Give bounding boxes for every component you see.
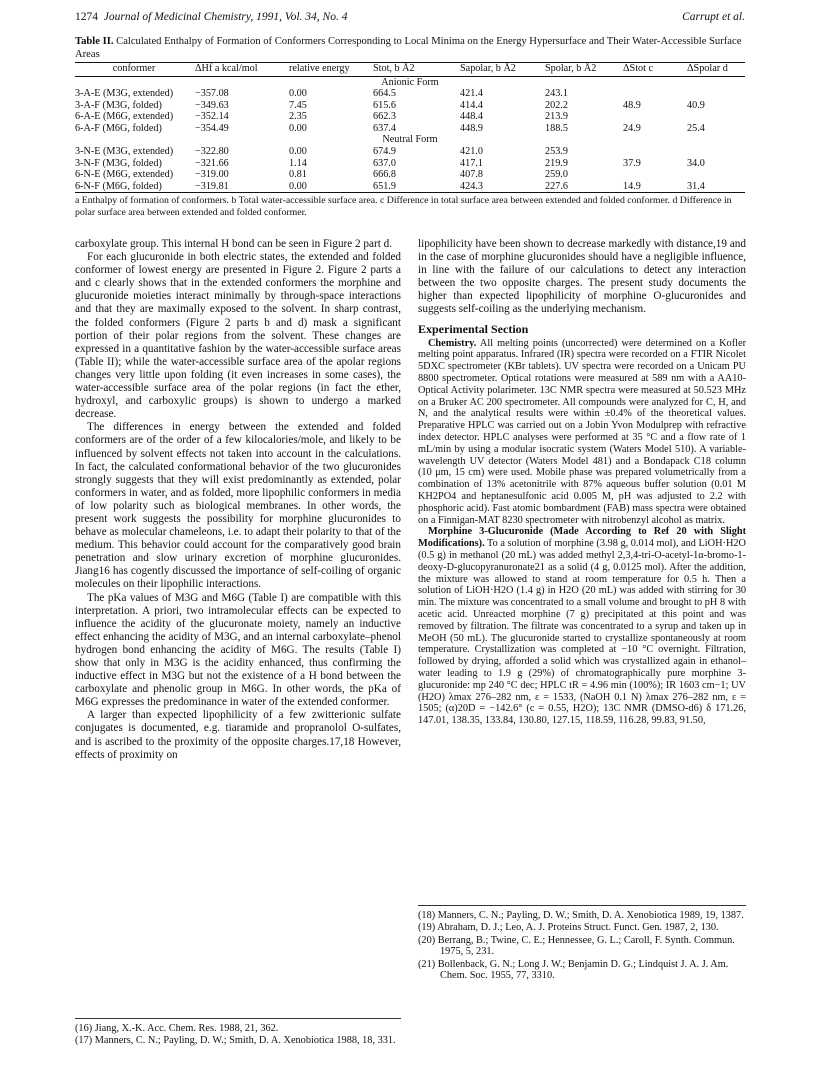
column-header: ΔHf a kcal/mol (195, 63, 258, 74)
table-cell: 6-A-E (M6G, extended) (75, 111, 174, 123)
table-cell: 664.5 (373, 88, 396, 100)
references-right (418, 905, 746, 982)
column-header: Sapolar, b Å2 (460, 63, 516, 74)
table-cell: 227.6 (545, 180, 568, 192)
table-cell: 24.9 (623, 122, 641, 134)
running-header (75, 11, 745, 27)
column-header: Stot, b Å2 (373, 63, 415, 74)
data-table (75, 62, 745, 218)
reference: (21) Bollenback, G. N.; Long J. W.; Benjamin D. G.; Lindquist J. A. J. Am. Chem. Soc. 1955, 77, 3310. (418, 958, 729, 982)
table-caption-text: Calculated Enthalpy of Formation of Conformers Corresponding to Local Minima on the Energy Hypersurface and Their Water-Accessible Surface Areas (75, 36, 742, 60)
table-bottom-rule (75, 192, 745, 193)
table-cell: 243.1 (545, 88, 568, 100)
table-cell: 421.0 (460, 146, 483, 158)
table-cell: 637.0 (373, 157, 396, 169)
table-cell: −349.63 (195, 99, 229, 111)
table-cell: −322.80 (195, 146, 229, 158)
column-header: conformer (112, 63, 156, 74)
table-cell: 213.9 (545, 111, 568, 123)
paragraph (418, 338, 746, 527)
table-cell: 6-N-F (M6G, folded) (75, 180, 162, 192)
table-cell: 0.81 (289, 169, 307, 181)
reference: (16) Jiang, X.-K. Acc. Chem. Res. 1988, 21, 362. (75, 1023, 279, 1034)
table-cell: 417.1 (460, 157, 483, 169)
table-cell: 202.2 (545, 99, 568, 111)
table-caption-label: Table II. (75, 36, 114, 47)
paragraph: lipophilicity have been shown to decrease markedly with distance,19 and in the case of morphine glucuronides should have a negligible influence, in line with the failure of our calculations to detect any interaction between the two opposite charges. The present study documents the higher than expected lipophilicity of morphine O-glucuronides and suggests self-coiling as the underlying mechanism. (418, 238, 746, 316)
paragraph-text: All melting points (uncorrected) were determined on a Kofler melting point apparatus. Infrared (IR) spectra were recorded on a FTIR Nicolet 5DXC spectrometer (KBr tablets). UV spectra were recorded on a Unicam PU 8800 spectrometer. Optical rotations were measured at 589 nm with a AA10-Optical Activity polarimeter. 13C NMR spectra were measured at 50.523 MHz on a Bruker AC 200 spectrometer. All compounds were analyzed for C, H, and N, and the analytical results were within ±0.4% of the theoretical values. Preparative HPLC was carried out on a Jobin Yvon Modulprep with refractive index detector. HPLC analyses were performed at 35 °C and a flow rate of 1 mL/min by using a modular isocratic system (Waters Model 510). A variable-wavelength UV detector (Waters Model 481) and a Bondapack C18 column (10 μm, 15 cm) were used. Mobile phase was prepared volumetrically from a combination of 13% acetonitrile with 87% aqueous buffer solution (0.01 M KH2PO4 and heptanesulfonic acid 0.005 M, pH was adjusted to 2.2 with phosphoric acid). Fast atomic bombardment (FAB) mass spectra were obtained on a Finnigan-MAT 8230 spectrometer with nitrobenzyl alcohol as matrix. (418, 337, 746, 526)
column-header: ΔStot c (623, 63, 654, 74)
reference: (20) Berrang, B.; Twine, C. E.; Hennessee, G. L.; Caroll, F. Synth. Commun. 1975, 5, 231. (418, 934, 735, 958)
paragraph (418, 526, 746, 727)
table-caption (75, 36, 745, 61)
table-cell: 6-N-E (M6G, extended) (75, 169, 174, 181)
table-cell: 7.45 (289, 99, 307, 111)
table-cell: 651.9 (373, 180, 396, 192)
right-column (418, 238, 746, 727)
table-cell: 25.4 (687, 122, 705, 134)
references-left (75, 1018, 401, 1048)
table-cell: 421.4 (460, 88, 483, 100)
table-cell: 666.8 (373, 169, 396, 181)
paragraph: For each glucuronide in both electric states, the extended and folded conformer of lowest energy are presented in Figure 2. Figure 2 parts a and c clearly shows that in the extended conformers the morphine and glucuronide moieties interact minimally by through-space interactions and that they are maximally exposed to the solvent. In sharp contrast, the folded conformers (Figure 2 parts b and d) mask a significant portion of their polar regions from the solvent. These changes are expressed in a quantitative fashion by the water-accessible surface areas (Table II); while the water-accessible surface area of the apolar regions changes very little upon folding (it even increases in some cases), the water-accessible surface area of the polar regions (in fact the ether, hydroxyl, and carboxylic groups) is shown to undergo a marked decrease. (75, 251, 401, 421)
section-heading: Experimental Section (418, 321, 529, 336)
table-cell: 259.0 (545, 169, 568, 181)
table-cell: −319.00 (195, 169, 229, 181)
table-row (75, 123, 745, 135)
table-cell: −352.14 (195, 111, 229, 123)
table-cell: 34.0 (687, 157, 705, 169)
column-header: relative energy (289, 63, 350, 74)
table-body (75, 77, 745, 193)
table-cell: 662.3 (373, 111, 396, 123)
table-footnote: a Enthalpy of formation of conformers. b Total water-accessible surface area. c Difference in total surface area between extended and folded conformer. d Difference in polar surface area between extended and folded conformer. (75, 195, 732, 218)
table-row (75, 100, 745, 112)
table-cell: 3-A-E (M3G, extended) (75, 88, 174, 100)
table-cell: 0.00 (289, 180, 307, 192)
references-rule (418, 905, 746, 906)
table-group-row (75, 77, 745, 89)
table-row (75, 111, 745, 123)
table-cell: 0.00 (289, 122, 307, 134)
table-cell: 407.8 (460, 169, 483, 181)
table-cell: 414.4 (460, 99, 483, 111)
table-cell: −321.66 (195, 157, 229, 169)
table-cell: 448.4 (460, 111, 483, 123)
table-cell: 0.00 (289, 88, 307, 100)
header-left (75, 11, 347, 23)
left-column (75, 238, 401, 762)
table-cell: 37.9 (623, 157, 641, 169)
table-cell: 674.9 (373, 146, 396, 158)
paragraph: The pKa values of M3G and M6G (Table I) are compatible with this interpretation. A priori, two intramolecular effects can be expected to influence the acidity of the glucuronate moiety, namely an inductive effect enhancing the acidity of M3G, and an internal carboxylate–phenol hydrogen bond enhancing the acidity of M6G. The results (Table I) show that only in M3G is the acidity enhanced, thus confirming the inductive effect in M3G but not the existence of a H bond between the carboxylate and phenolic group in M6G. In other words, the pKa of M6G expresses the predominance in water of the extended conformer. (75, 591, 401, 709)
run-in-heading: Chemistry. (428, 337, 477, 349)
paragraph: The differences in energy between the extended and folded conformers are of the order of a few kilocalories/mole, and likely to be influenced by solvent effects not taken into account in the calculations. In fact, the calculated conformational behavior of the two glucuronides strongly suggests that they will exist predominantly as extended, polar conformers in water, and as folded, more lipophilic conformers in media of low polarity such as biological membranes. In other words, the present work suggests the possibility for morphine glucuronides to behave as molecular chameleons, i.e. to adapt their polarity to that of the medium. This behavior could account for the comparatively good brain penetration and slow urinary excretion of morphine glucuronides. Jiang16 has cogently discussed the importance of self-coiling of organic molecules on their lipophilic interactions. (75, 421, 401, 591)
paragraph: carboxylate group. This internal H bond can be seen in Figure 2 part d. (75, 238, 392, 250)
table-cell: 31.4 (687, 180, 705, 192)
table-cell: 637.4 (373, 122, 396, 134)
table-cell: 424.3 (460, 180, 483, 192)
table-cell: −357.08 (195, 88, 229, 100)
table-cell: 3-N-F (M3G, folded) (75, 157, 162, 169)
reference: (17) Manners, C. N.; Payling, D. W.; Smith, D. A. Xenobiotica 1988, 18, 331. (75, 1035, 396, 1047)
table-cell: 3-A-F (M3G, folded) (75, 99, 162, 111)
table-header-row (75, 63, 745, 76)
run-in-heading: Morphine 3-Glucuronide (Made According to Ref 20 with Slight Modifications). (418, 526, 746, 550)
table-cell: 6-A-F (M6G, folded) (75, 122, 162, 134)
journal-citation: Journal of Medicinal Chemistry, 1991, Vol. 34, No. 4 (103, 11, 348, 23)
table-row (75, 158, 745, 170)
table-cell: 14.9 (623, 180, 641, 192)
paragraph: A larger than expected lipophilicity of a few zwitterionic sulfate conjugates is documented, e.g. tiaramide and propranolol O-sulfates, and is ascribed to the proximity of the opposite charges.17,18 However, effects of proximity on (75, 709, 401, 761)
table-row (75, 169, 745, 181)
table-cell: 219.9 (545, 157, 568, 169)
references-rule (75, 1018, 401, 1019)
table-cell: 40.9 (687, 99, 705, 111)
header-authors: Carrupt et al. (682, 11, 745, 23)
table-cell: 188.5 (545, 122, 568, 134)
table-cell: 0.00 (289, 146, 307, 158)
table-cell: 2.35 (289, 111, 307, 123)
table-row (75, 181, 745, 193)
table-cell: 1.14 (289, 157, 307, 169)
table-group-title: Neutral Form (382, 134, 438, 146)
table-group-title: Anionic Form (381, 76, 439, 88)
table-row (75, 146, 745, 158)
table-row (75, 88, 745, 100)
paragraph-text: To a solution of morphine (3.98 g, 0.014 mol), and LiOH·H2O (0.5 g) in methanol (20 mL) was added methyl 2,3,4-tri-O-acetyl-1α-bromo-1-deoxy-D-glucopyranuronate21 as a solid (4 g, 0.0125 mol). After the addition, the mixture was allowed to stand at room temperature for 0.5 h. Then a solution of LiOH·H2O (1.4 g) in H2O (20 mL) was added with stirring for 30 min. The mixture was concentrated to a small volume and brought to pH 8 with acetic acid. Unreacted morphine (7 g) precipitated at this point and was removed by filtration. The filtrate was concentrated to a syrup and taken up in MeOH (50 mL). The glucuronide started to crystallize spontaneously at room temperature. Crystallization was completed at −10 °C overnight. Filtration, followed by drying, afforded a solid which was crystallized again in ethanol–water leading to 1.9 g (29%) of chromatographically pure morphine 3-glucuronide: mp 240 °C dec; HPLC tR = 4.96 min (100%); IR 1603 cm−1; UV (H2O) λmax 276–282 nm, ε = 1533, (NaOH 0.1 N) λmax 276–282 nm, ε = 1505; (α)20D = −142.6° (c = 0.55, H2O); 13C NMR (DMSO-d6) δ 171.26, 147.01, 138.35, 133.84, 130.80, 127.15, 118.59, 116.28, 99.83, 91.50, (418, 538, 746, 727)
experimental-text (418, 338, 746, 727)
column-header: ΔSpolar d (687, 63, 728, 74)
reference: (19) Abraham, D. J.; Leo, A. J. Proteins Struct. Funct. Gen. 1987, 2, 130. (418, 922, 719, 934)
page-number: 1274 (75, 11, 98, 23)
table-cell: 48.9 (623, 99, 641, 111)
table-cell: 615.6 (373, 99, 396, 111)
table-cell: 253.9 (545, 146, 568, 158)
table-cell: −319.81 (195, 180, 229, 192)
reference: (18) Manners, C. N.; Payling, D. W.; Smith, D. A. Xenobiotica 1989, 19, 1387. (418, 910, 744, 921)
table-cell: 448.9 (460, 122, 483, 134)
table-cell: 3-N-E (M3G, extended) (75, 146, 174, 158)
column-header: Spolar, b Å2 (545, 63, 597, 74)
table-group-row (75, 134, 745, 146)
table-cell: −354.49 (195, 122, 229, 134)
